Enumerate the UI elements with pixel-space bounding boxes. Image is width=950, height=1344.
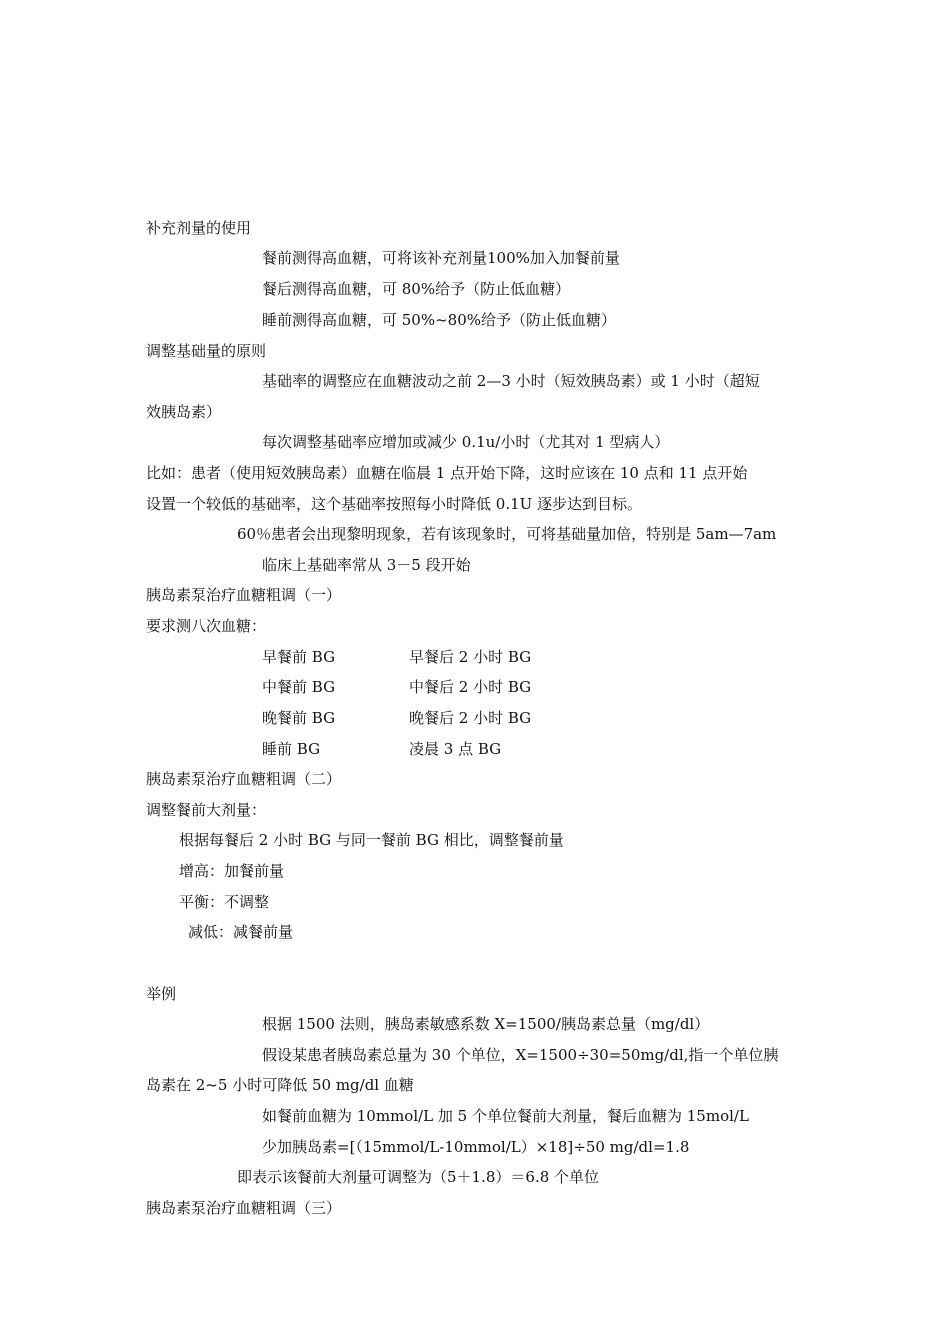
bg-item: 早餐前 BG	[262, 648, 336, 666]
text-line: 岛素在 2~5 小时可降低 50 mg/dl 血糖	[146, 1076, 414, 1094]
text-line: 设置一个较低的基础率，这个基础率按照每小时降低 0.1U 逐步达到目标。	[146, 495, 643, 513]
bg-item: 睡前 BG	[262, 740, 321, 758]
text-line: 根据 1500 法则，胰岛素敏感系数 X=1500/胰岛素总量（mg/dl）	[262, 1015, 710, 1033]
text-line: 临床上基础率常从 3－5 段开始	[262, 556, 471, 574]
heading-example: 举例	[146, 985, 177, 1003]
text-line: 调整餐前大剂量：	[146, 801, 267, 819]
text-line: 如餐前血糖为 10mmol/L 加 5 个单位餐前大剂量，餐后血糖为 15mol/L	[262, 1107, 749, 1125]
heading-supplement-dose: 补充剂量的使用	[146, 219, 252, 237]
text-line: 餐前测得高血糖，可将该补充剂量100%加入加餐前量	[262, 249, 620, 267]
text-line: 比如：患者（使用短效胰岛素）血糖在临晨 1 点开始下降，这时应该在 10 点和 11 点开始	[146, 464, 748, 482]
text-line: 要求测八次血糖：	[146, 617, 267, 635]
heading-coarse-adjust-2: 胰岛素泵治疗血糖粗调（二）	[146, 770, 342, 788]
text-line: 60％患者会出现黎明现象，若有该现象时，可将基础量加倍，特别是 5am—7am	[237, 525, 777, 543]
text-line: 餐后测得高血糖，可 80%给予（防止低血糖）	[262, 280, 571, 298]
bg-item: 凌晨 3 点 BG	[409, 740, 502, 758]
text-line: 效胰岛素）	[146, 403, 222, 421]
text-line: 平衡：不调整	[179, 893, 270, 911]
text-line: 每次调整基础率应增加或减少 0.1u/小时（尤其对 1 型病人）	[262, 433, 670, 451]
heading-coarse-adjust-1: 胰岛素泵治疗血糖粗调（一）	[146, 586, 342, 604]
heading-basal-principles: 调整基础量的原则	[146, 342, 267, 360]
text-line: 基础率的调整应在血糖波动之前 2—3 小时（短效胰岛素）或 1 小时（超短	[262, 372, 760, 390]
text-line: 即表示该餐前大剂量可调整为（5＋1.8）＝6.8 个单位	[237, 1168, 600, 1186]
bg-item: 晚餐前 BG	[262, 709, 336, 727]
text-line: 假设某患者胰岛素总量为 30 个单位，X=1500÷30=50mg/dl,指一个单位胰	[262, 1046, 779, 1064]
text-line: 减低：减餐前量	[188, 923, 294, 941]
heading-coarse-adjust-3: 胰岛素泵治疗血糖粗调（三）	[146, 1199, 342, 1217]
text-line: 少加胰岛素=[（15mmol/L-10mmol/L）×18]÷50 mg/dl=1.8	[262, 1138, 690, 1156]
bg-item: 中餐后 2 小时 BG	[409, 678, 532, 696]
bg-item: 中餐前 BG	[262, 678, 336, 696]
bg-item: 晚餐后 2 小时 BG	[409, 709, 532, 727]
text-line: 根据每餐后 2 小时 BG 与同一餐前 BG 相比，调整餐前量	[179, 831, 564, 849]
bg-item: 早餐后 2 小时 BG	[409, 648, 532, 666]
text-line: 睡前测得高血糖，可 50%~80%给予（防止低血糖）	[262, 311, 617, 329]
text-line: 增高：加餐前量	[179, 862, 285, 880]
